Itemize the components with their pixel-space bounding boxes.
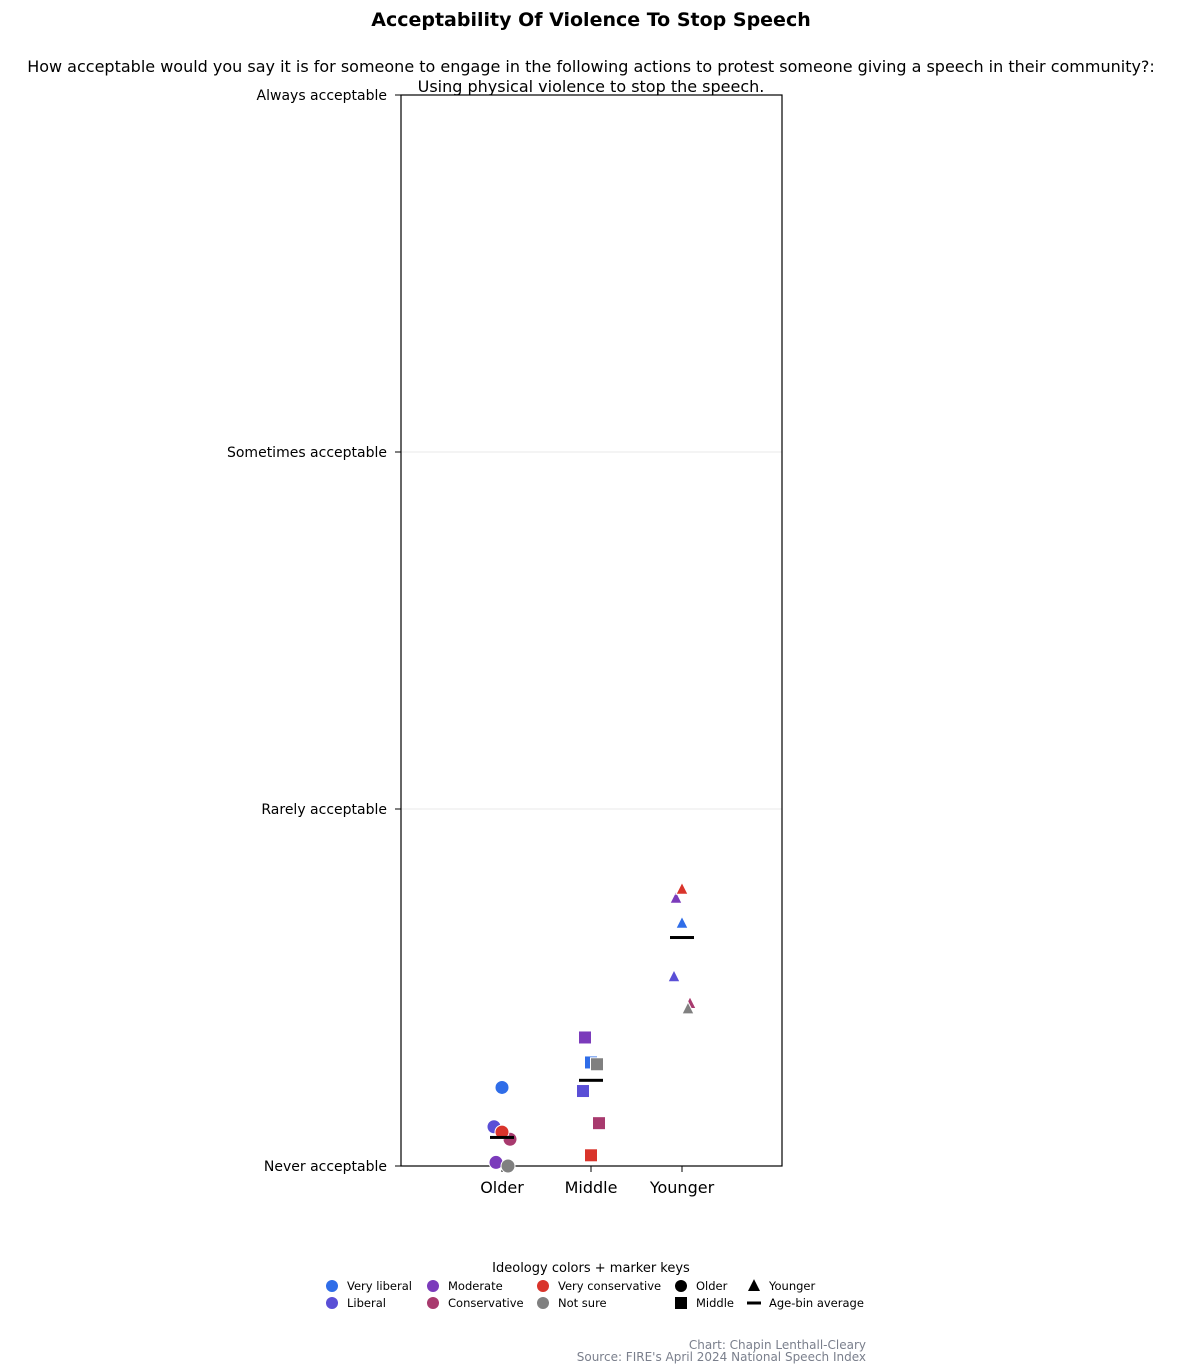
legend-marker-younger [748, 1279, 760, 1291]
legend-marker-middle [675, 1297, 687, 1309]
average-marker-younger [670, 936, 694, 939]
x-tick-label: Middle [564, 1178, 618, 1197]
point-middle-very-conservative [585, 1149, 598, 1162]
y-axis [227, 88, 401, 1175]
legend-swatch-very-conservative [537, 1280, 549, 1292]
point-younger-very-liberal [676, 916, 688, 928]
chart-subtitle-line-1: How acceptable would you say it is for someone to engage in the following actions to protest someone giving a speech in their community?: [27, 57, 1155, 76]
chart-title: Acceptability Of Violence To Stop Speech [371, 9, 811, 31]
legend-label-conservative: Conservative [448, 1296, 524, 1310]
legend-label-older: Older [696, 1279, 728, 1293]
x-tick-label: Younger [649, 1178, 715, 1197]
point-older-not-sure [501, 1159, 515, 1173]
point-middle-moderate [579, 1031, 592, 1044]
legend [326, 1261, 864, 1310]
y-tick-label: Never acceptable [263, 1159, 387, 1175]
legend-label-liberal: Liberal [347, 1296, 386, 1310]
chart-credit: Chart: Chapin Lenthall-Cleary [688, 1338, 866, 1352]
y-tick-label: Sometimes acceptable [226, 445, 387, 461]
legend-swatch-conservative [427, 1297, 439, 1309]
legend-label-very-liberal: Very liberal [347, 1279, 412, 1293]
legend-swatch-not-sure [537, 1297, 549, 1309]
legend-swatch-very-liberal [326, 1280, 338, 1292]
legend-swatch-liberal [326, 1297, 338, 1309]
average-marker-older [490, 1136, 514, 1139]
point-middle-conservative [593, 1117, 606, 1130]
point-middle-liberal [577, 1085, 590, 1098]
y-tick-label: Always acceptable [256, 88, 387, 104]
legend-label-moderate: Moderate [448, 1279, 503, 1293]
average-marker-middle [579, 1079, 603, 1082]
legend-marker-older [675, 1280, 687, 1292]
legend-swatch-moderate [427, 1280, 439, 1292]
point-older-very-liberal [495, 1080, 509, 1094]
point-younger-very-conservative [676, 882, 688, 894]
plot-area-frame [401, 95, 782, 1166]
legend-label-not-sure: Not sure [558, 1296, 607, 1310]
data-points [487, 882, 696, 1173]
gridlines [401, 95, 782, 1166]
legend-marker-age-bin-average [747, 1302, 761, 1305]
point-middle-not-sure [591, 1058, 604, 1071]
point-younger-liberal [668, 970, 680, 982]
legend-label-age-bin-average: Age-bin average [769, 1296, 864, 1310]
legend-title: Ideology colors + marker keys [492, 1261, 690, 1276]
legend-label-very-conservative: Very conservative [558, 1279, 662, 1293]
chart-source: Source: FIRE's April 2024 National Speech Index [576, 1350, 866, 1364]
x-axis [480, 1166, 714, 1197]
legend-label-middle: Middle [696, 1296, 734, 1310]
y-tick-label: Rarely acceptable [261, 802, 387, 818]
x-tick-label: Older [480, 1178, 524, 1197]
chart-subtitle-line-2: Using physical violence to stop the speech. [417, 77, 765, 96]
legend-label-younger: Younger [769, 1279, 816, 1293]
